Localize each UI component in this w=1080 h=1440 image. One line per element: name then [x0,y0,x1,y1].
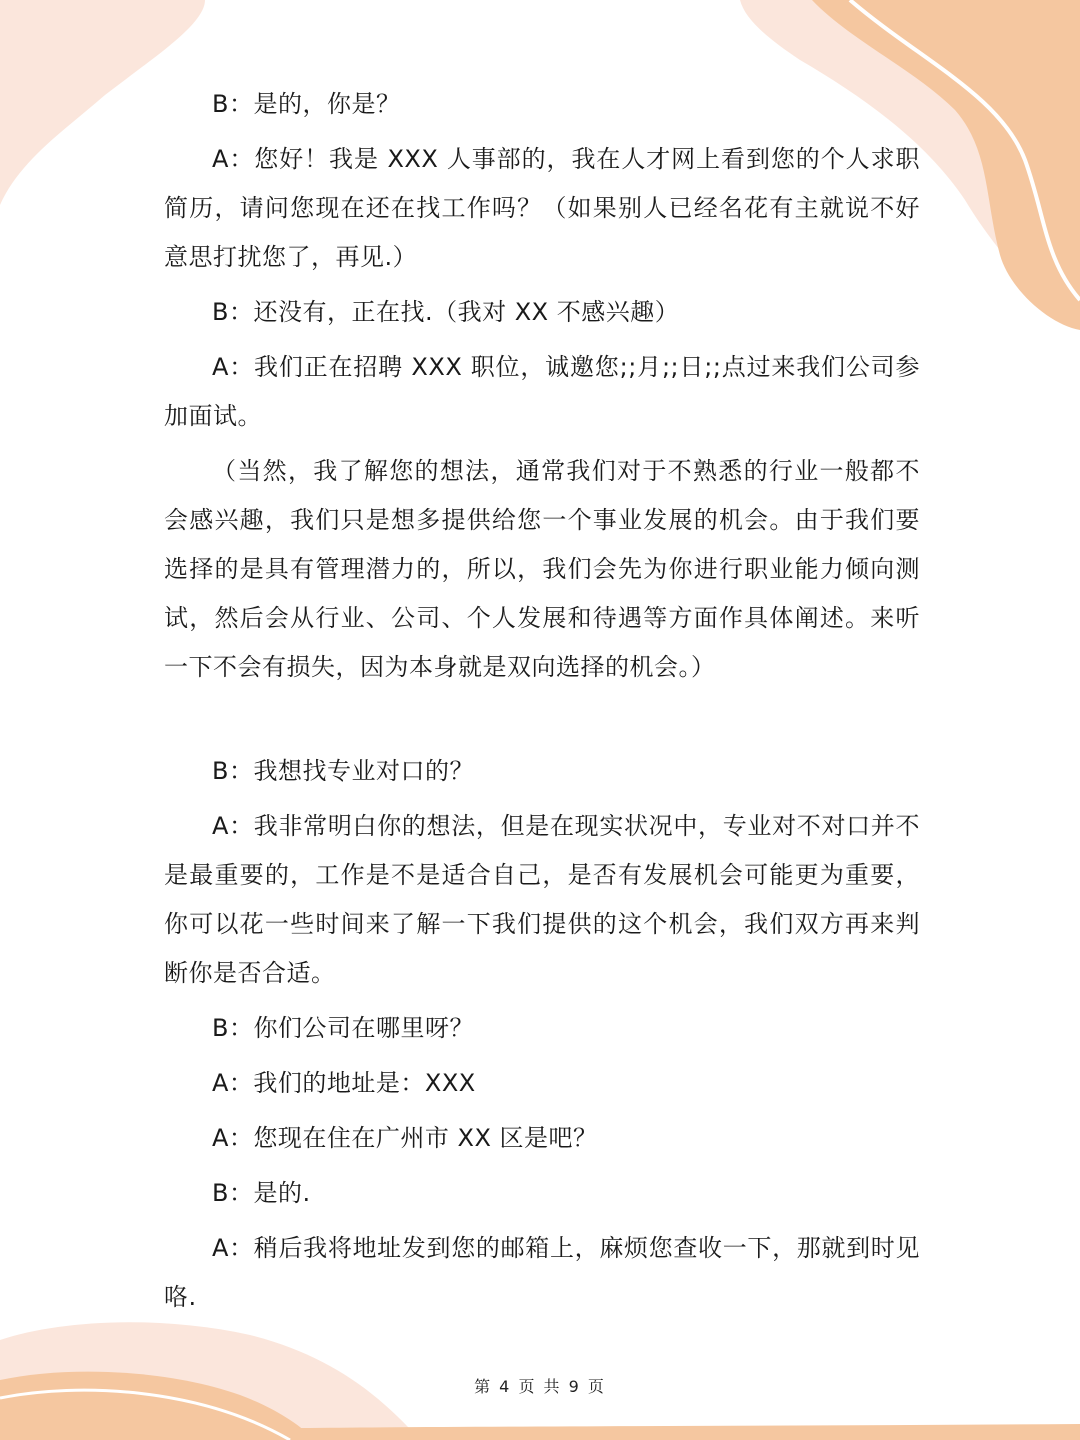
dialogue-line-a3: A：我非常明白你的想法，但是在现实状况中，专业对不对口并不是最重要的，工作是不是适合自己，是否有发展机会可能更为重要，你可以花一些时间来了解一下我们提供的这个机会，我们双方再来判断你是否合适。 [164,812,920,987]
dialogue-line-a2: A：我们正在招聘 XXX 职位，诚邀您;;月;;日;;点过来我们公司参加面试。 [164,353,920,430]
dialogue-line-b2: B：还没有，正在找.（我对 XX 不感兴趣） [212,298,680,326]
dialogue-line-b5: B：是的. [212,1179,311,1207]
bottom-edge-strip [300,1424,1080,1440]
dialogue-line-a1: A：您好！我是 XXX 人事部的，我在人才网上看到您的个人求职简历，请问您现在还在找工作吗？（如果别人已经名花有主就说不好意思打扰您了，再见.） [164,145,920,271]
document-body [164,80,920,1322]
dialogue-line-a4: A：我们的地址是：XXX [212,1069,476,1097]
dialogue-line-b4: B：你们公司在哪里呀？ [212,1014,474,1042]
dialogue-line-b3: B：我想找专业对口的？ [212,757,474,785]
explanation-paragraph: （当然，我了解您的想法，通常我们对于不熟悉的行业一般都不会感兴趣，我们只是想多提供给您一个事业发展的机会。由于我们要选择的是具有管理潜力的，所以，我们会先为你进行职业能力倾向测试，然后会从行业、公司、个人发展和待遇等方面作具体阐述。来听一下不会有损失，因为本身就是双向选择的机会。） [164,457,920,681]
page-number: 第 4 页 共 9 页 [474,1377,606,1396]
dialogue-line-a6: A：稍后我将地址发到您的邮箱上，麻烦您查收一下，那就到时见咯. [164,1234,920,1311]
dialogue-line-b1: B：是的，你是？ [212,90,401,118]
dialogue-line-a5: A：您现在住在广州市 XX 区是吧？ [212,1124,598,1152]
